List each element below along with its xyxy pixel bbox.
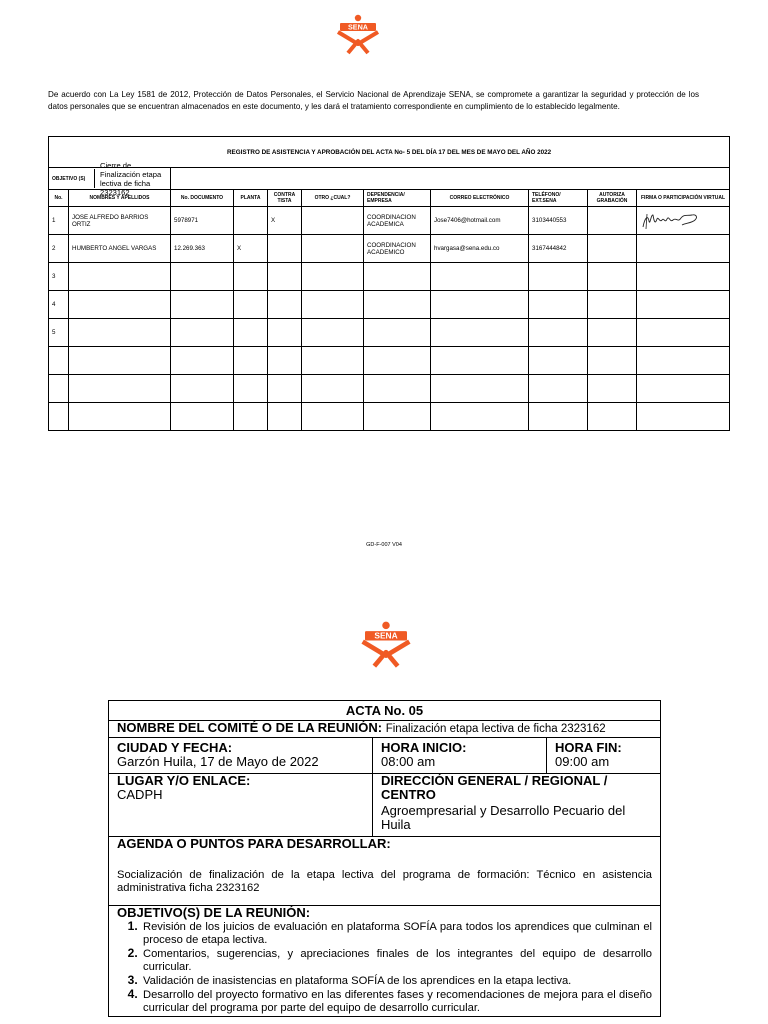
autoriza-cell	[588, 207, 637, 235]
attendee-name: HUMBERTO ANGEL VARGAS	[69, 235, 171, 263]
row-number	[49, 403, 69, 431]
otro-cell	[302, 319, 364, 347]
attendee-document	[171, 347, 234, 375]
header-cell: FIRMA O PARTICIPACIÓN VIRTUAL	[637, 190, 730, 207]
planta-cell	[234, 375, 268, 403]
dependencia-cell	[364, 319, 431, 347]
otro-cell	[302, 291, 364, 319]
row-number	[49, 347, 69, 375]
header-cell: PLANTA	[234, 190, 268, 207]
header-cell: OTRO ¿CUAL?	[302, 190, 364, 207]
email-cell	[431, 347, 529, 375]
phone-cell	[529, 263, 588, 291]
header-cell: NOMBRES Y APELLIDOS	[69, 190, 171, 207]
signature-cell	[637, 235, 730, 263]
direction-cell	[373, 774, 661, 837]
email-cell	[431, 291, 529, 319]
start-time-cell	[373, 738, 547, 774]
committee-value: Finalización etapa lectiva de ficha 2323162	[385, 723, 606, 735]
email-cell	[431, 319, 529, 347]
contratista-cell	[268, 263, 302, 291]
attendee-document	[171, 403, 234, 431]
city-date-cell	[109, 738, 373, 774]
attendee-document: 5978971	[171, 207, 234, 235]
planta-cell	[234, 319, 268, 347]
header-cell: No. DOCUMENTO	[171, 190, 234, 207]
dependencia-cell: COORDINACION ACADEMICA	[364, 207, 431, 235]
direction-value: Agroempresarial y Desarrollo Pecuario del Huila	[381, 803, 626, 832]
header-cell: CONTRA TISTA	[268, 190, 302, 207]
signature-cell	[637, 207, 730, 235]
table-row	[49, 403, 730, 431]
city-date-label: CIUDAD Y FECHA:	[117, 740, 233, 755]
objective-label: OBJETIVO (S)	[49, 169, 95, 188]
otro-cell	[302, 347, 364, 375]
attendee-document	[171, 319, 234, 347]
table-row	[49, 263, 730, 291]
header-cell: No.	[49, 190, 69, 207]
attendee-document	[171, 263, 234, 291]
header-cell: CORREO ELECTRÓNICO	[431, 190, 529, 207]
direction-label: DIRECCIÓN GENERAL / REGIONAL / CENTRO	[381, 773, 608, 802]
autoriza-cell	[588, 319, 637, 347]
contratista-cell: X	[268, 207, 302, 235]
phone-cell: 3103440553	[529, 207, 588, 235]
agenda-value: Socialización de finalización de la etapa lectiva del programa de formación: Técnico en asistencia administrativa ficha 2323162	[117, 869, 653, 894]
contratista-cell	[268, 347, 302, 375]
row-number: 5	[49, 319, 69, 347]
planta-cell	[234, 291, 268, 319]
planta-cell	[234, 263, 268, 291]
signature-cell	[637, 263, 730, 291]
header-cell: DEPENDENCIA/ EMPRESA	[364, 190, 431, 207]
attendee-name	[69, 375, 171, 403]
email-cell	[431, 263, 529, 291]
start-time-value: 08:00 am	[381, 754, 436, 769]
agenda-cell	[109, 837, 661, 906]
contratista-cell	[268, 319, 302, 347]
row-number: 1	[49, 207, 69, 235]
table-row	[49, 235, 730, 263]
signature-cell	[637, 375, 730, 403]
otro-cell	[302, 263, 364, 291]
planta-cell	[234, 207, 268, 235]
row-number: 4	[49, 291, 69, 319]
form-code: GD-F-007 V04	[366, 542, 402, 548]
table-row	[49, 291, 730, 319]
committee-row	[109, 721, 661, 738]
acta-table	[108, 700, 661, 1017]
email-cell	[431, 403, 529, 431]
objective-value: Cierre de Finalización etapa lectiva de ficha 2323162	[100, 160, 162, 197]
signature-cell	[637, 403, 730, 431]
attendee-name	[69, 263, 171, 291]
attendee-name: JOSE ALFREDO BARRIOS ORTIZ	[69, 207, 171, 235]
otro-cell	[302, 403, 364, 431]
list-item: 4. Desarrollo del proyecto formativo en las diferentes fases y recomendaciones de mejora para el diseño curricular del programa por parte del equipo de desarrollo curricular.	[141, 988, 652, 1015]
attendee-name	[69, 291, 171, 319]
committee-label: NOMBRE DEL COMITÉ O DE LA REUNIÓN:	[117, 720, 383, 735]
attendee-name	[69, 403, 171, 431]
attendee-document: 12.269.363	[171, 235, 234, 263]
dependencia-cell: COORDINACION ACADEMICO	[364, 235, 431, 263]
phone-cell	[529, 403, 588, 431]
attendee-document	[171, 375, 234, 403]
table-row	[49, 375, 730, 403]
phone-cell	[529, 291, 588, 319]
objectives-label: OBJETIVO(S) DE LA REUNIÓN:	[117, 905, 311, 920]
planta-cell	[234, 347, 268, 375]
autoriza-cell	[588, 347, 637, 375]
list-item: 3. Validación de inasistencias en plataforma SOFÍA de los aprendices en la etapa lectiva.	[141, 974, 652, 988]
row-number: 2	[49, 235, 69, 263]
autoriza-cell	[588, 291, 637, 319]
phone-cell: 3167444842	[529, 235, 588, 263]
table-row	[49, 347, 730, 375]
end-time-label: HORA FIN:	[555, 740, 622, 755]
logo-text: SENA	[348, 22, 368, 32]
row-number: 3	[49, 263, 69, 291]
phone-cell	[529, 375, 588, 403]
planta-cell	[234, 403, 268, 431]
city-date-value: Garzón Huila, 17 de Mayo de 2022	[117, 754, 319, 769]
signature-cell	[637, 291, 730, 319]
contratista-cell	[268, 235, 302, 263]
acta-title: ACTA No. 05	[109, 701, 661, 721]
autoriza-cell	[588, 263, 637, 291]
end-time-cell	[547, 738, 661, 774]
autoriza-cell	[588, 235, 637, 263]
logo-text: SENA	[374, 630, 398, 641]
dependencia-cell	[364, 347, 431, 375]
data-protection-notice: De acuerdo con La Ley 1581 de 2012, Protección de Datos Personales, el Servicio Nacional de Aprendizaje SENA, se compromete a garantizar la seguridad y protección de los datos personales que se encuentran almacenados en este documento, y les dará el tratamiento correspondiente en cumplimiento de lo establecido legalmente.	[48, 90, 699, 111]
planta-cell: X	[234, 235, 268, 263]
phone-cell	[529, 347, 588, 375]
dependencia-cell	[364, 403, 431, 431]
table-row	[49, 319, 730, 347]
header-cell: AUTORIZA GRABACIÓN	[588, 190, 637, 207]
otro-cell	[302, 207, 364, 235]
header-cell: TELÉFONO/ EXT.SENA	[529, 190, 588, 207]
row-number	[49, 375, 69, 403]
dependencia-cell	[364, 375, 431, 403]
table-row	[49, 207, 730, 235]
agenda-label: AGENDA O PUNTOS PARA DESARROLLAR:	[117, 836, 391, 851]
contratista-cell	[268, 375, 302, 403]
attendance-title: REGISTRO DE ASISTENCIA Y APROBACIÓN DEL ACTA No- 5 DEL DÍA 17 DEL MES DE MAYO DEL AÑO 2022	[49, 137, 730, 168]
contratista-cell	[268, 291, 302, 319]
attendance-table	[48, 136, 730, 431]
place-cell	[109, 774, 373, 837]
dependencia-cell	[364, 263, 431, 291]
contratista-cell	[268, 403, 302, 431]
list-item: 2. Comentarios, sugerencias, y apreciaciones finales de los integrantes del equipo de desarrollo curricular.	[141, 947, 652, 974]
email-cell: Jose7406@hotmail.com	[431, 207, 529, 235]
place-value: CADPH	[117, 787, 163, 802]
end-time-value: 09:00 am	[555, 754, 610, 769]
email-cell	[431, 375, 529, 403]
attendee-name	[69, 319, 171, 347]
autoriza-cell	[588, 403, 637, 431]
place-label: LUGAR Y/O ENLACE:	[117, 773, 251, 788]
email-cell: hvargasa@sena.edu.co	[431, 235, 529, 263]
objectives-cell	[109, 906, 661, 1017]
otro-cell	[302, 235, 364, 263]
objectives-list	[117, 920, 652, 1015]
autoriza-cell	[588, 375, 637, 403]
attendee-name	[69, 347, 171, 375]
sena-logo-bottom	[358, 620, 414, 668]
otro-cell	[302, 375, 364, 403]
list-item: 1. Revisión de los juicios de evaluación en plataforma SOFÍA para todos los aprendices que culminan el proceso de etapa lectiva.	[141, 920, 652, 947]
signature-image	[640, 211, 702, 231]
phone-cell	[529, 319, 588, 347]
start-time-label: HORA INICIO:	[381, 740, 467, 755]
attendee-document	[171, 291, 234, 319]
dependencia-cell	[364, 291, 431, 319]
sena-logo-top	[334, 14, 382, 54]
signature-cell	[637, 319, 730, 347]
signature-cell	[637, 347, 730, 375]
